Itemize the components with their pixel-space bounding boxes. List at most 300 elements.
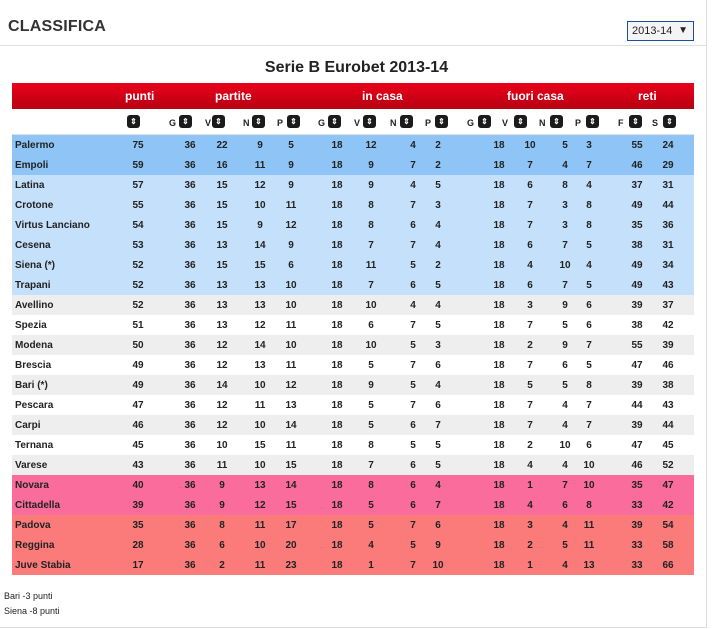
cell-hp: 7: [435, 420, 441, 431]
sort-partite-n-icon[interactable]: ⇕: [252, 115, 265, 128]
cell-hp: 3: [435, 200, 441, 211]
cell-hp: 5: [435, 180, 441, 191]
cell-p: 14: [285, 480, 297, 491]
cell-hp: 2: [435, 140, 441, 151]
cell-v: 12: [216, 420, 228, 431]
cell-hg: 18: [331, 220, 343, 231]
cell-hn: 7: [410, 520, 416, 531]
cell-av: 7: [527, 320, 533, 331]
cell-hv: 11: [365, 260, 377, 271]
sort-partite-p-icon[interactable]: ⇕: [287, 115, 300, 128]
cell-pts: 59: [132, 160, 144, 171]
cell-n: 12: [254, 320, 266, 331]
sort-casa-n-icon[interactable]: ⇕: [400, 115, 413, 128]
cell-hn: 6: [410, 280, 416, 291]
cell-av: 10: [524, 140, 536, 151]
cell-p: 11: [285, 360, 297, 371]
cell-an: 6: [562, 500, 568, 511]
table-row: [12, 555, 694, 575]
team-name: Trapani: [15, 280, 51, 291]
cell-pts: 46: [132, 420, 144, 431]
cell-v: 14: [216, 380, 228, 391]
cell-f: 39: [631, 420, 643, 431]
cell-hp: 2: [435, 260, 441, 271]
cell-hp: 6: [435, 400, 441, 411]
team-name: Avellino: [15, 300, 54, 311]
cell-ap: 5: [586, 240, 592, 251]
cell-v: 15: [216, 200, 228, 211]
cell-hg: 18: [331, 500, 343, 511]
sort-label-fuori-g: G: [467, 118, 475, 128]
sort-reti-f-icon[interactable]: ⇕: [629, 115, 642, 128]
sort-label-reti-s: S: [652, 118, 659, 128]
table-row: [12, 155, 694, 175]
cell-an: 4: [562, 520, 568, 531]
cell-v: 12: [216, 400, 228, 411]
cell-ag: 18: [493, 240, 505, 251]
cell-hp: 5: [435, 320, 441, 331]
cell-hv: 9: [368, 380, 374, 391]
table-row: [12, 415, 694, 435]
cell-ap: 6: [586, 320, 592, 331]
cell-hp: 5: [435, 440, 441, 451]
cell-p: 14: [285, 420, 297, 431]
cell-ag: 18: [493, 560, 505, 571]
cell-an: 8: [562, 180, 568, 191]
team-name: Juve Stabia: [15, 560, 71, 571]
season-select[interactable]: [627, 21, 694, 41]
cell-v: 13: [216, 300, 228, 311]
team-name: Bari (*): [15, 380, 48, 391]
cell-pts: 52: [132, 260, 144, 271]
table-row: [12, 435, 694, 455]
cell-hv: 8: [368, 220, 374, 231]
cell-an: 9: [562, 340, 568, 351]
cell-hp: 6: [435, 360, 441, 371]
cell-hp: 4: [435, 300, 441, 311]
cell-v: 12: [216, 360, 228, 371]
cell-s: 52: [662, 460, 674, 471]
cell-v: 12: [216, 340, 228, 351]
cell-av: 2: [527, 340, 533, 351]
team-name: Siena (*): [15, 260, 56, 271]
page-title: CLASSIFICA: [8, 18, 106, 35]
cell-hv: 8: [368, 200, 374, 211]
cell-hv: 6: [368, 320, 374, 331]
cell-n: 9: [257, 140, 263, 151]
cell-hp: 10: [432, 560, 444, 571]
cell-ag: 18: [493, 520, 505, 531]
sort-punti-icon[interactable]: ⇕: [127, 115, 140, 128]
cell-g: 36: [184, 440, 196, 451]
cell-hv: 7: [368, 460, 374, 471]
group-header-in-casa: in casa: [362, 89, 403, 103]
cell-pts: 51: [132, 320, 144, 331]
cell-pts: 57: [132, 180, 144, 191]
group-header-partite: partite: [215, 89, 252, 103]
cell-g: 36: [184, 160, 196, 171]
team-name: Empoli: [15, 160, 49, 171]
cell-f: 33: [631, 540, 643, 551]
cell-g: 36: [184, 360, 196, 371]
cell-hv: 10: [365, 300, 377, 311]
sort-casa-v-icon[interactable]: ⇕: [363, 115, 376, 128]
cell-f: 49: [631, 280, 643, 291]
cell-s: 43: [662, 280, 674, 291]
sort-partite-g-icon[interactable]: ⇕: [179, 115, 192, 128]
cell-ag: 18: [493, 380, 505, 391]
sort-fuori-n-icon[interactable]: ⇕: [550, 115, 563, 128]
cell-g: 36: [184, 220, 196, 231]
cell-n: 10: [254, 200, 266, 211]
cell-ap: 8: [586, 380, 592, 391]
cell-pts: 35: [132, 520, 144, 531]
cell-v: 9: [219, 480, 225, 491]
cell-hp: 2: [435, 160, 441, 171]
cell-p: 10: [285, 280, 297, 291]
cell-s: 31: [662, 180, 674, 191]
sort-fuori-p-icon[interactable]: ⇕: [586, 115, 599, 128]
sort-label-fuori-n: N: [539, 118, 546, 128]
cell-ap: 8: [586, 500, 592, 511]
cell-s: 45: [662, 440, 674, 451]
footnote-siena: Siena -8 punti: [4, 606, 60, 616]
cell-hn: 5: [410, 540, 416, 551]
cell-hp: 9: [435, 540, 441, 551]
cell-hn: 5: [410, 340, 416, 351]
sort-label-casa-p: P: [425, 118, 432, 128]
cell-pts: 53: [132, 240, 144, 251]
cell-s: 24: [662, 140, 674, 151]
cell-g: 36: [184, 540, 196, 551]
cell-s: 54: [662, 520, 674, 531]
cell-v: 15: [216, 220, 228, 231]
cell-hn: 6: [410, 420, 416, 431]
cell-ap: 8: [586, 220, 592, 231]
table-row: [12, 135, 694, 155]
cell-s: 44: [662, 200, 674, 211]
cell-f: 39: [631, 380, 643, 391]
cell-pts: 50: [132, 340, 144, 351]
table-row: [12, 395, 694, 415]
cell-pts: 49: [132, 360, 144, 371]
table-row: [12, 375, 694, 395]
cell-pts: 39: [132, 500, 144, 511]
team-name: Virtus Lanciano: [15, 220, 90, 231]
cell-av: 3: [527, 300, 533, 311]
cell-hg: 18: [331, 260, 343, 271]
cell-ap: 7: [586, 400, 592, 411]
cell-n: 12: [254, 180, 266, 191]
team-name: Brescia: [15, 360, 52, 371]
sort-label-partite-n: N: [243, 118, 250, 128]
cell-g: 36: [184, 260, 196, 271]
cell-f: 37: [631, 180, 643, 191]
cell-hp: 5: [435, 460, 441, 471]
cell-an: 4: [562, 460, 568, 471]
cell-p: 11: [285, 440, 297, 451]
cell-pts: 45: [132, 440, 144, 451]
cell-g: 36: [184, 300, 196, 311]
cell-hg: 18: [331, 300, 343, 311]
table-row: [12, 355, 694, 375]
cell-hg: 18: [331, 540, 343, 551]
cell-ap: 7: [586, 160, 592, 171]
cell-s: 42: [662, 320, 674, 331]
cell-hg: 18: [331, 560, 343, 571]
cell-ap: 5: [586, 280, 592, 291]
cell-an: 4: [562, 560, 568, 571]
cell-n: 15: [254, 260, 266, 271]
cell-hn: 7: [410, 200, 416, 211]
cell-p: 20: [285, 540, 297, 551]
cell-pts: 17: [132, 560, 144, 571]
cell-s: 29: [662, 160, 674, 171]
cell-hv: 5: [368, 420, 374, 431]
cell-n: 10: [254, 420, 266, 431]
sort-label-partite-p: P: [277, 118, 284, 128]
sort-casa-g-icon[interactable]: ⇕: [328, 115, 341, 128]
cell-hp: 4: [435, 240, 441, 251]
sort-casa-p-icon[interactable]: ⇕: [435, 115, 448, 128]
cell-s: 44: [662, 420, 674, 431]
cell-hn: 5: [410, 380, 416, 391]
cell-p: 11: [285, 200, 297, 211]
cell-hv: 9: [368, 180, 374, 191]
cell-hg: 18: [331, 380, 343, 391]
cell-an: 10: [559, 440, 571, 451]
cell-f: 35: [631, 220, 643, 231]
cell-v: 13: [216, 320, 228, 331]
cell-n: 11: [254, 160, 266, 171]
cell-v: 11: [216, 460, 228, 471]
cell-an: 5: [562, 320, 568, 331]
sort-label-partite-v: V: [205, 118, 212, 128]
cell-hn: 5: [410, 440, 416, 451]
cell-pts: 55: [132, 200, 144, 211]
cell-v: 13: [216, 240, 228, 251]
cell-an: 4: [562, 160, 568, 171]
cell-p: 6: [288, 260, 294, 271]
group-header-reti: reti: [638, 89, 657, 103]
cell-v: 9: [219, 500, 225, 511]
cell-an: 5: [562, 540, 568, 551]
team-name: Crotone: [15, 200, 54, 211]
cell-v: 13: [216, 280, 228, 291]
cell-ag: 18: [493, 220, 505, 231]
cell-n: 10: [254, 380, 266, 391]
cell-s: 34: [662, 260, 674, 271]
cell-ag: 18: [493, 280, 505, 291]
table-row: [12, 455, 694, 475]
cell-v: 10: [216, 440, 228, 451]
cell-ap: 6: [586, 300, 592, 311]
standings-table: [12, 135, 694, 575]
cell-ap: 4: [586, 180, 592, 191]
team-name: Varese: [15, 460, 48, 471]
cell-pts: 28: [132, 540, 144, 551]
table-row: [12, 475, 694, 495]
cell-hg: 18: [331, 160, 343, 171]
table-row: [12, 255, 694, 275]
cell-ap: 3: [586, 140, 592, 151]
cell-hv: 12: [365, 140, 377, 151]
cell-an: 5: [562, 140, 568, 151]
cell-p: 9: [288, 180, 294, 191]
sort-partite-v-icon[interactable]: ⇕: [212, 115, 225, 128]
cell-av: 6: [527, 280, 533, 291]
cell-hg: 18: [331, 400, 343, 411]
cell-p: 10: [285, 300, 297, 311]
cell-n: 12: [254, 500, 266, 511]
cell-ag: 18: [493, 340, 505, 351]
cell-an: 10: [559, 260, 571, 271]
cell-s: 37: [662, 300, 674, 311]
cell-hg: 18: [331, 520, 343, 531]
cell-hv: 10: [365, 340, 377, 351]
table-row: [12, 515, 694, 535]
sort-label-casa-n: N: [390, 118, 397, 128]
cell-an: 5: [562, 380, 568, 391]
cell-n: 11: [254, 400, 266, 411]
cell-ap: 11: [583, 540, 595, 551]
cell-ap: 13: [583, 560, 595, 571]
cell-an: 9: [562, 300, 568, 311]
cell-n: 9: [257, 220, 263, 231]
cell-hv: 5: [368, 400, 374, 411]
cell-ag: 18: [493, 260, 505, 271]
cell-hv: 9: [368, 160, 374, 171]
cell-f: 49: [631, 200, 643, 211]
cell-ap: 5: [586, 360, 592, 371]
table-row: [12, 195, 694, 215]
cell-hn: 7: [410, 560, 416, 571]
cell-n: 13: [254, 480, 266, 491]
cell-an: 7: [562, 240, 568, 251]
cell-p: 12: [285, 220, 297, 231]
cell-p: 9: [288, 160, 294, 171]
team-name: Pescara: [15, 400, 54, 411]
cell-av: 4: [527, 260, 533, 271]
sort-header-row: [12, 110, 694, 135]
cell-n: 14: [254, 240, 266, 251]
cell-p: 12: [285, 380, 297, 391]
sort-label-fuori-p: P: [575, 118, 582, 128]
cell-g: 36: [184, 180, 196, 191]
cell-s: 66: [662, 560, 674, 571]
cell-hv: 4: [368, 540, 374, 551]
cell-ag: 18: [493, 440, 505, 451]
cell-s: 42: [662, 500, 674, 511]
table-title: Serie B Eurobet 2013-14: [264, 59, 449, 76]
cell-g: 36: [184, 560, 196, 571]
sort-reti-s-icon[interactable]: ⇕: [663, 115, 676, 128]
cell-an: 7: [562, 480, 568, 491]
cell-g: 36: [184, 140, 196, 151]
cell-p: 5: [288, 140, 294, 151]
cell-av: 7: [527, 200, 533, 211]
cell-av: 1: [527, 480, 533, 491]
cell-f: 46: [631, 460, 643, 471]
table-row: [12, 275, 694, 295]
cell-pts: 47: [132, 400, 144, 411]
cell-f: 55: [631, 140, 643, 151]
cell-ag: 18: [493, 400, 505, 411]
season-select-value: 2013-14: [632, 25, 673, 37]
cell-f: 39: [631, 300, 643, 311]
cell-pts: 54: [132, 220, 144, 231]
sort-label-partite-g: G: [169, 118, 177, 128]
cell-v: 22: [216, 140, 228, 151]
cell-s: 43: [662, 400, 674, 411]
cell-hg: 18: [331, 480, 343, 491]
cell-hn: 4: [410, 140, 416, 151]
cell-hp: 4: [435, 380, 441, 391]
cell-n: 14: [254, 340, 266, 351]
cell-hp: 4: [435, 220, 441, 231]
cell-ap: 7: [586, 420, 592, 431]
cell-f: 47: [631, 440, 643, 451]
cell-s: 46: [662, 360, 674, 371]
team-name: Carpi: [15, 420, 41, 431]
cell-ap: 4: [586, 260, 592, 271]
cell-hg: 18: [331, 280, 343, 291]
cell-pts: 40: [132, 480, 144, 491]
cell-f: 35: [631, 480, 643, 491]
cell-hn: 7: [410, 360, 416, 371]
cell-g: 36: [184, 240, 196, 251]
cell-ag: 18: [493, 320, 505, 331]
sort-fuori-v-icon[interactable]: ⇕: [514, 115, 527, 128]
cell-p: 10: [285, 340, 297, 351]
cell-ap: 7: [586, 340, 592, 351]
sort-label-casa-g: G: [318, 118, 326, 128]
footnote-bari: Bari -3 punti: [4, 591, 53, 601]
cell-av: 7: [527, 400, 533, 411]
cell-hn: 5: [410, 260, 416, 271]
team-name: Cittadella: [15, 500, 61, 511]
cell-hn: 7: [410, 240, 416, 251]
sort-fuori-g-icon[interactable]: ⇕: [478, 115, 491, 128]
cell-pts: 43: [132, 460, 144, 471]
cell-hg: 18: [331, 460, 343, 471]
cell-an: 4: [562, 420, 568, 431]
cell-hp: 4: [435, 480, 441, 491]
cell-v: 2: [219, 560, 225, 571]
cell-f: 47: [631, 360, 643, 371]
table-row: [12, 535, 694, 555]
cell-an: 3: [562, 220, 568, 231]
cell-g: 36: [184, 280, 196, 291]
chevron-down-icon: ▼: [678, 25, 688, 36]
cell-n: 10: [254, 460, 266, 471]
cell-av: 4: [527, 500, 533, 511]
cell-g: 36: [184, 420, 196, 431]
team-name: Ternana: [15, 440, 54, 451]
cell-ag: 18: [493, 420, 505, 431]
cell-ap: 6: [586, 440, 592, 451]
group-header-fuori-casa: fuori casa: [507, 89, 564, 103]
cell-ag: 18: [493, 180, 505, 191]
cell-ag: 18: [493, 300, 505, 311]
cell-ag: 18: [493, 140, 505, 151]
cell-f: 49: [631, 260, 643, 271]
cell-g: 36: [184, 520, 196, 531]
cell-p: 23: [285, 560, 297, 571]
table-row: [12, 335, 694, 355]
cell-hn: 7: [410, 400, 416, 411]
cell-av: 6: [527, 240, 533, 251]
